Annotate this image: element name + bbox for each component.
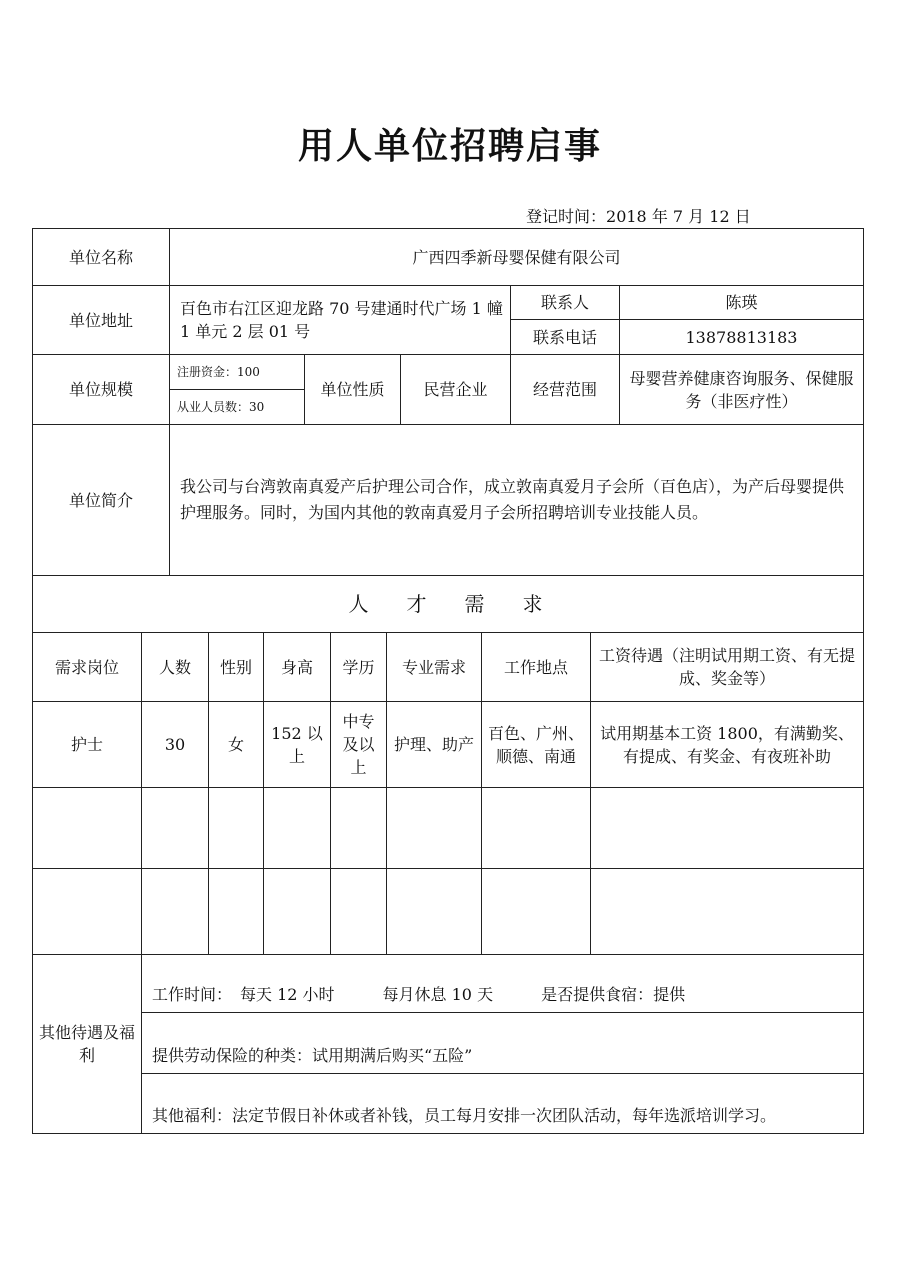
benefits-label: 其他待遇及福利 <box>38 1023 135 1065</box>
row-height: 152 以上 <box>271 723 323 766</box>
row-position: 护士 <box>70 735 103 754</box>
row-education: 中专及以上 <box>342 712 375 777</box>
row-gender: 女 <box>227 735 244 754</box>
phone-label: 联系电话 <box>532 327 597 347</box>
row-location: 百色、广州、顺德、南通 <box>487 723 584 766</box>
registered-capital: 注册资金：100 <box>177 364 260 379</box>
header-count: 人数 <box>158 657 191 677</box>
registration-label: 登记时间： <box>526 207 607 226</box>
header-location: 工作地点 <box>503 657 568 677</box>
header-education: 学历 <box>342 657 375 677</box>
row-count: 30 <box>164 735 186 754</box>
business-scope-label: 经营范围 <box>532 380 597 399</box>
unit-address: 百色市右江区迎龙路 70 号建通时代广场 1 幢 1 单元 2 层 01 号 <box>180 299 503 341</box>
unit-name-label: 单位名称 <box>68 247 133 267</box>
unit-intro: 我公司与台湾敦南真爱产后护理公司合作，成立敦南真爱月子会所（百色店），为产后母婴提供护理服务。同时，为国内其他的敦南真爱月子会所招聘培训专业技能人员。 <box>180 477 845 522</box>
header-major: 专业需求 <box>401 657 466 677</box>
contact-label: 联系人 <box>540 293 589 312</box>
unit-scale-label: 单位规模 <box>68 380 133 399</box>
unit-nature-label: 单位性质 <box>320 380 385 399</box>
employee-count: 从业人员数：30 <box>177 399 265 414</box>
other-benefits: 其他福利：法定节假日补休或者补钱，员工每月安排一次团队活动，每年选派培训学习。 <box>152 1106 777 1125</box>
registration-value: 2018 年 7 月 12 日 <box>606 207 751 226</box>
header-salary: 工资待遇（注明试用期工资、有无提成、奖金等） <box>598 646 855 688</box>
talent-demand-heading: 人才需求 <box>348 591 581 616</box>
header-position: 需求岗位 <box>54 657 119 677</box>
unit-nature: 民营企业 <box>423 380 488 399</box>
row-salary: 试用期基本工资 1800，有满勤奖、有提成、有奖金、有夜班补助 <box>600 723 854 766</box>
contact-name: 陈瑛 <box>725 293 758 312</box>
page-title: 用人单位招聘启事 <box>297 126 602 167</box>
unit-name: 广西四季新母婴保健有限公司 <box>412 247 621 267</box>
unit-intro-label: 单位简介 <box>68 490 133 510</box>
phone-number: 13878813183 <box>685 327 798 347</box>
work-time: 工作时间： 每天 12 小时 每月休息 10 天 是否提供食宿：提供 <box>152 985 686 1004</box>
business-scope: 母婴营养健康咨询服务、保健服务（非医疗性） <box>629 368 854 411</box>
header-gender: 性别 <box>219 657 252 677</box>
row-major: 护理、助产 <box>393 735 474 754</box>
insurance-types: 提供劳动保险的种类：试用期满后购买“五险” <box>152 1046 473 1065</box>
header-height: 身高 <box>280 657 313 677</box>
registration-date <box>526 204 751 227</box>
unit-address-label: 单位地址 <box>68 310 133 330</box>
